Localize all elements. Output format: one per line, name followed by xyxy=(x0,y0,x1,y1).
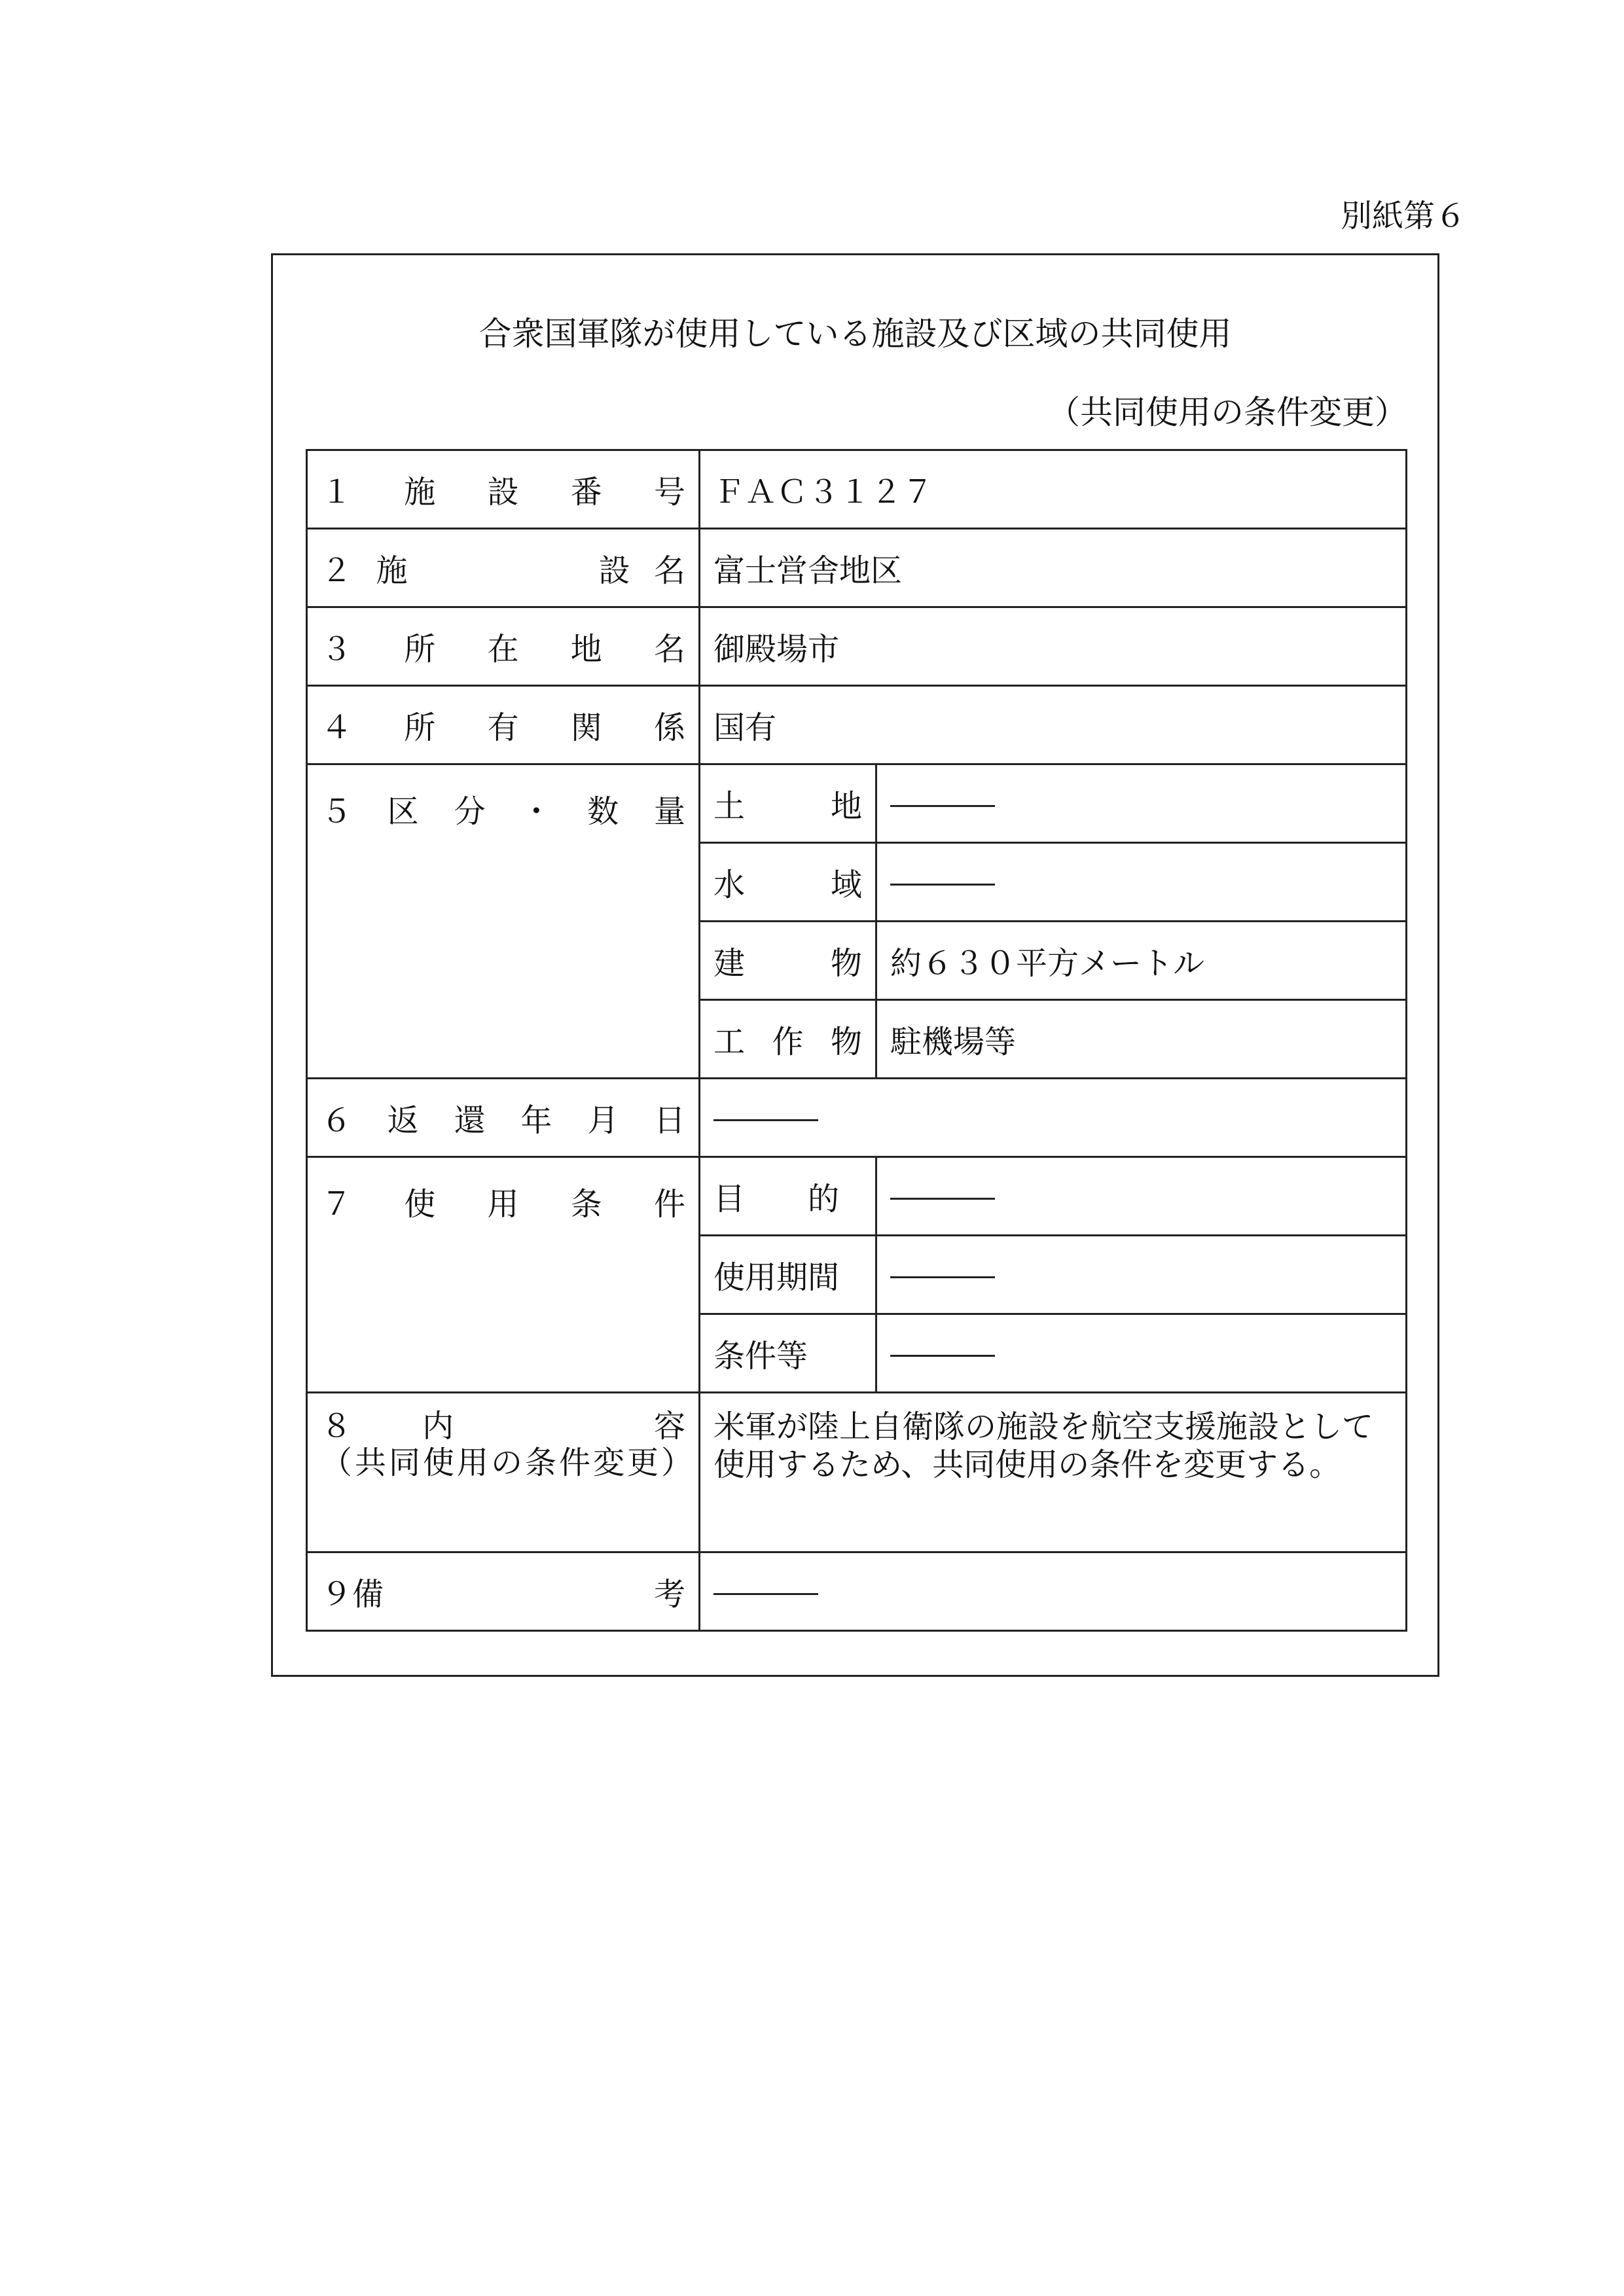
label-char: 名 xyxy=(653,552,685,589)
label-continuation: （共同使用の条件変更） xyxy=(321,1444,696,1481)
remarks-value xyxy=(700,1552,1407,1631)
row-location xyxy=(307,607,1407,686)
label-char: 考 xyxy=(653,1576,685,1613)
row-return-date xyxy=(307,1079,1407,1157)
row-label xyxy=(307,1079,700,1157)
row-label xyxy=(307,529,700,607)
row-category-quantity xyxy=(307,764,1407,843)
label-char: 在 xyxy=(487,631,519,668)
annex-label: 別紙第６ xyxy=(1340,198,1466,234)
dash-line xyxy=(890,805,995,807)
row-ownership xyxy=(307,686,1407,764)
document-title: 合衆国軍隊が使用している施設及び区域の共同使用 xyxy=(478,315,1232,353)
label-char: 設 xyxy=(598,552,630,589)
label-char: 施 xyxy=(404,474,436,511)
ownership-value: 国有 xyxy=(700,686,1407,764)
label-char: 建 xyxy=(713,945,746,982)
label-char: 物 xyxy=(830,1024,862,1060)
label-char: 使 xyxy=(404,1186,436,1223)
facility-number-value: ＦＡＣ３１２７ xyxy=(700,450,1407,529)
facility-table xyxy=(306,449,1407,1632)
dash-line xyxy=(890,1198,995,1200)
content-value: 米軍が陸上自衛隊の施設を航空支援施設として使用するため、共同使用の条件を変更する。 xyxy=(700,1393,1407,1552)
label-char: 物 xyxy=(830,945,862,982)
label-char: 区 xyxy=(387,793,419,830)
land-value xyxy=(876,764,1407,843)
label-char: 地 xyxy=(570,631,602,668)
label-char: 係 xyxy=(653,709,685,746)
label-char: 番 xyxy=(570,474,602,511)
buildings-value: 約６３０平方メートル xyxy=(876,922,1407,1000)
row-remarks xyxy=(307,1552,1407,1631)
row-facility-number xyxy=(307,450,1407,529)
row-label xyxy=(307,450,700,529)
label-char: 備 xyxy=(352,1576,384,1613)
row-label xyxy=(307,1393,700,1552)
label-char: 条 xyxy=(570,1186,602,1223)
label-char: 域 xyxy=(830,867,862,903)
row-number: ５ xyxy=(321,793,353,830)
row-number: ４ xyxy=(321,709,353,746)
purpose-value xyxy=(876,1157,1407,1236)
row-label xyxy=(307,686,700,764)
label-char: 土 xyxy=(713,788,746,825)
label-char: 内 xyxy=(422,1408,454,1444)
period-value xyxy=(876,1236,1407,1314)
label-text: 目 的 xyxy=(713,1181,840,1217)
return-date-value xyxy=(700,1079,1407,1157)
label-char: 月 xyxy=(587,1102,619,1139)
label-char: 件 xyxy=(653,1186,685,1223)
label-char: 施 xyxy=(376,552,408,589)
row-label xyxy=(307,764,700,1079)
label-char: 分 xyxy=(454,793,486,830)
sub-label-land xyxy=(700,764,876,843)
label-char: 号 xyxy=(653,474,685,511)
label-char: 用 xyxy=(487,1186,519,1223)
row-label xyxy=(307,607,700,686)
dash-line xyxy=(890,1276,995,1278)
label-char: 数 xyxy=(587,793,619,830)
facility-name-value: 富士営舎地区 xyxy=(700,529,1407,607)
water-value xyxy=(876,843,1407,922)
sub-label-structures xyxy=(700,1000,876,1079)
label-char: 日 xyxy=(653,1102,685,1139)
sub-label-water xyxy=(700,843,876,922)
label-char: 容 xyxy=(653,1408,685,1444)
row-facility-name xyxy=(307,529,1407,607)
label-char: 返 xyxy=(387,1102,419,1139)
row-label xyxy=(307,1157,700,1393)
label-char: 水 xyxy=(713,867,746,903)
dash-line xyxy=(890,884,995,886)
row-number: ６ xyxy=(321,1102,353,1139)
structures-value: 駐機場等 xyxy=(876,1000,1407,1079)
row-number: ７ xyxy=(321,1186,353,1223)
label-char: 作 xyxy=(772,1024,804,1060)
label-char: 設 xyxy=(487,474,519,511)
label-char: 年 xyxy=(520,1102,552,1139)
row-number: ３ xyxy=(321,631,353,668)
document-subtitle: （共同使用の条件変更） xyxy=(1047,393,1407,431)
label-char: 関 xyxy=(570,709,602,746)
sub-label-purpose xyxy=(700,1157,876,1236)
row-usage-conditions xyxy=(307,1157,1407,1236)
dash-line xyxy=(713,1593,818,1595)
label-char: 所 xyxy=(404,709,436,746)
row-number: １ xyxy=(321,474,353,511)
dash-line xyxy=(713,1119,818,1121)
location-value: 御殿場市 xyxy=(700,607,1407,686)
row-number: ９ xyxy=(321,1576,353,1613)
sub-label-buildings xyxy=(700,922,876,1000)
row-number: ２ xyxy=(321,552,353,589)
label-char: ・ xyxy=(520,793,552,830)
sub-label-conditions: 条件等 xyxy=(700,1314,876,1393)
label-char: 地 xyxy=(830,788,862,825)
dash-line xyxy=(890,1355,995,1357)
row-content xyxy=(307,1393,1407,1552)
label-char: 所 xyxy=(404,631,436,668)
label-char: 量 xyxy=(653,793,685,830)
conditions-value xyxy=(876,1314,1407,1393)
label-char: 工 xyxy=(713,1024,746,1060)
label-char: 有 xyxy=(487,709,519,746)
row-number: ８ xyxy=(321,1408,353,1444)
row-label xyxy=(307,1552,700,1631)
sub-label-period: 使用期間 xyxy=(700,1236,876,1314)
label-char: 還 xyxy=(454,1102,486,1139)
label-char: 名 xyxy=(653,631,685,668)
